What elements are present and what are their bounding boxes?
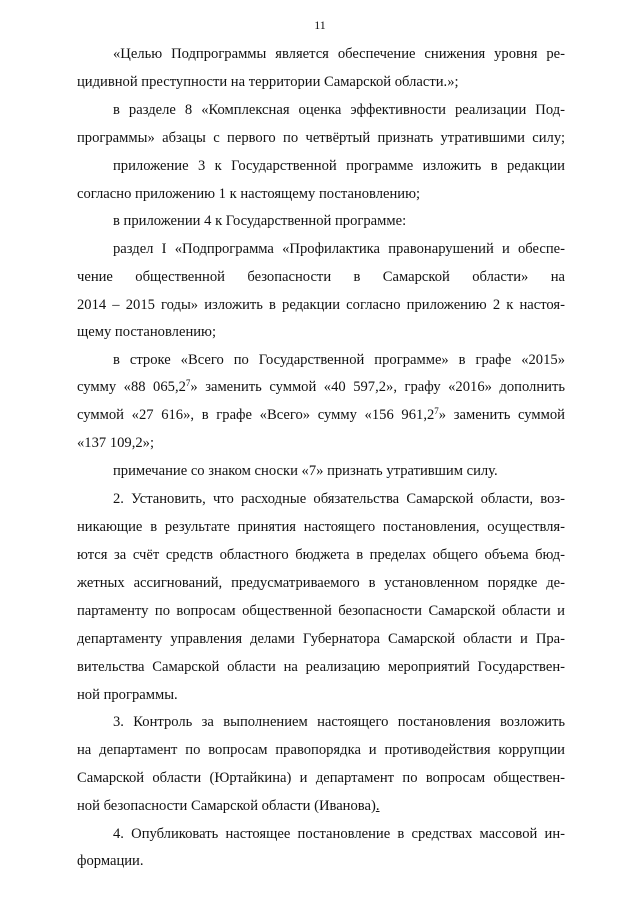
text-line: департаменту управления делами Губернатора Самарской области и Пра-	[77, 631, 565, 647]
text-fragment: .	[375, 798, 380, 814]
text-line: в приложении 4 к Государственной программе:	[113, 213, 407, 229]
text-line: согласно приложению 1 к настоящему постановлению;	[77, 186, 421, 202]
text-line: в строке «Всего по Государственной программе» в графе «2015»	[113, 352, 565, 368]
text-fragment: » заменить суммой	[438, 407, 565, 423]
text-line: 2. Установить, что расходные обязательства Самарской области, воз-	[113, 491, 565, 507]
text-line: формации.	[77, 853, 144, 869]
text-line: Самарской области (Юртайкина) и департамент по вопросам обществен-	[77, 770, 565, 786]
text-line: жетных ассигнований, предусматриваемого в установленном порядке де-	[77, 575, 565, 591]
text-line: программы» абзацы с первого по четвёртый признать утратившими силу;	[77, 130, 565, 146]
text-line	[77, 378, 565, 396]
text-line: партаменту по вопросам общественной безопасности Самарской области и	[77, 603, 565, 619]
footnote-mark: 7	[434, 406, 439, 416]
footnote-mark: 7	[185, 378, 191, 388]
text-line: щему постановлению;	[77, 324, 217, 340]
text-line: ются за счёт средств областного бюджета в пределах общего объема бюд-	[77, 547, 565, 563]
text-fragment: » заменить суммой «40 597,2», графу «2016» дополнить	[190, 379, 565, 395]
text-line: вительства Самарской области на реализацию мероприятий Государствен-	[77, 659, 565, 675]
text-line: примечание со знаком сноски «7» признать утратившим силу.	[113, 463, 498, 479]
text-line: цидивной преступности на территории Самарской области.»;	[77, 74, 459, 90]
text-line: никающие в результате принятия настоящего постановления, осуществля-	[77, 519, 565, 535]
text-line: на департамент по вопросам правопорядка и противодействия коррупции	[77, 742, 565, 758]
text-line	[77, 406, 565, 424]
text-line: чение общественной безопасности в Самарской области» на	[77, 269, 565, 285]
text-fragment: ной безопасности Самарской области (Иванова)	[77, 798, 376, 814]
text-line: приложение 3 к Государственной программе изложить в редакции	[113, 158, 565, 174]
text-line: «Целью Подпрограммы является обеспечение снижения уровня ре-	[113, 46, 565, 62]
text-fragment: суммой «27 616», в графе «Всего» сумму «156 961,2	[77, 407, 435, 423]
text-line: раздел I «Подпрограмма «Профилактика правонарушений и обеспе-	[113, 241, 565, 257]
page-number: 11	[314, 18, 326, 32]
text-line: в разделе 8 «Комплексная оценка эффективности реализации Под-	[113, 102, 565, 118]
text-line: ной программы.	[77, 687, 178, 703]
text-line: «137 109,2»;	[77, 435, 155, 451]
text-line: 4. Опубликовать настоящее постановление в средствах массовой ин-	[113, 826, 565, 842]
text-line: 3. Контроль за выполнением настоящего постановления возложить	[113, 714, 565, 730]
text-line: 2014 – 2015 годы» изложить в редакции согласно приложению 2 к настоя-	[77, 297, 565, 313]
text-fragment: сумму «88 065,2	[77, 379, 186, 395]
text-line	[77, 797, 380, 815]
